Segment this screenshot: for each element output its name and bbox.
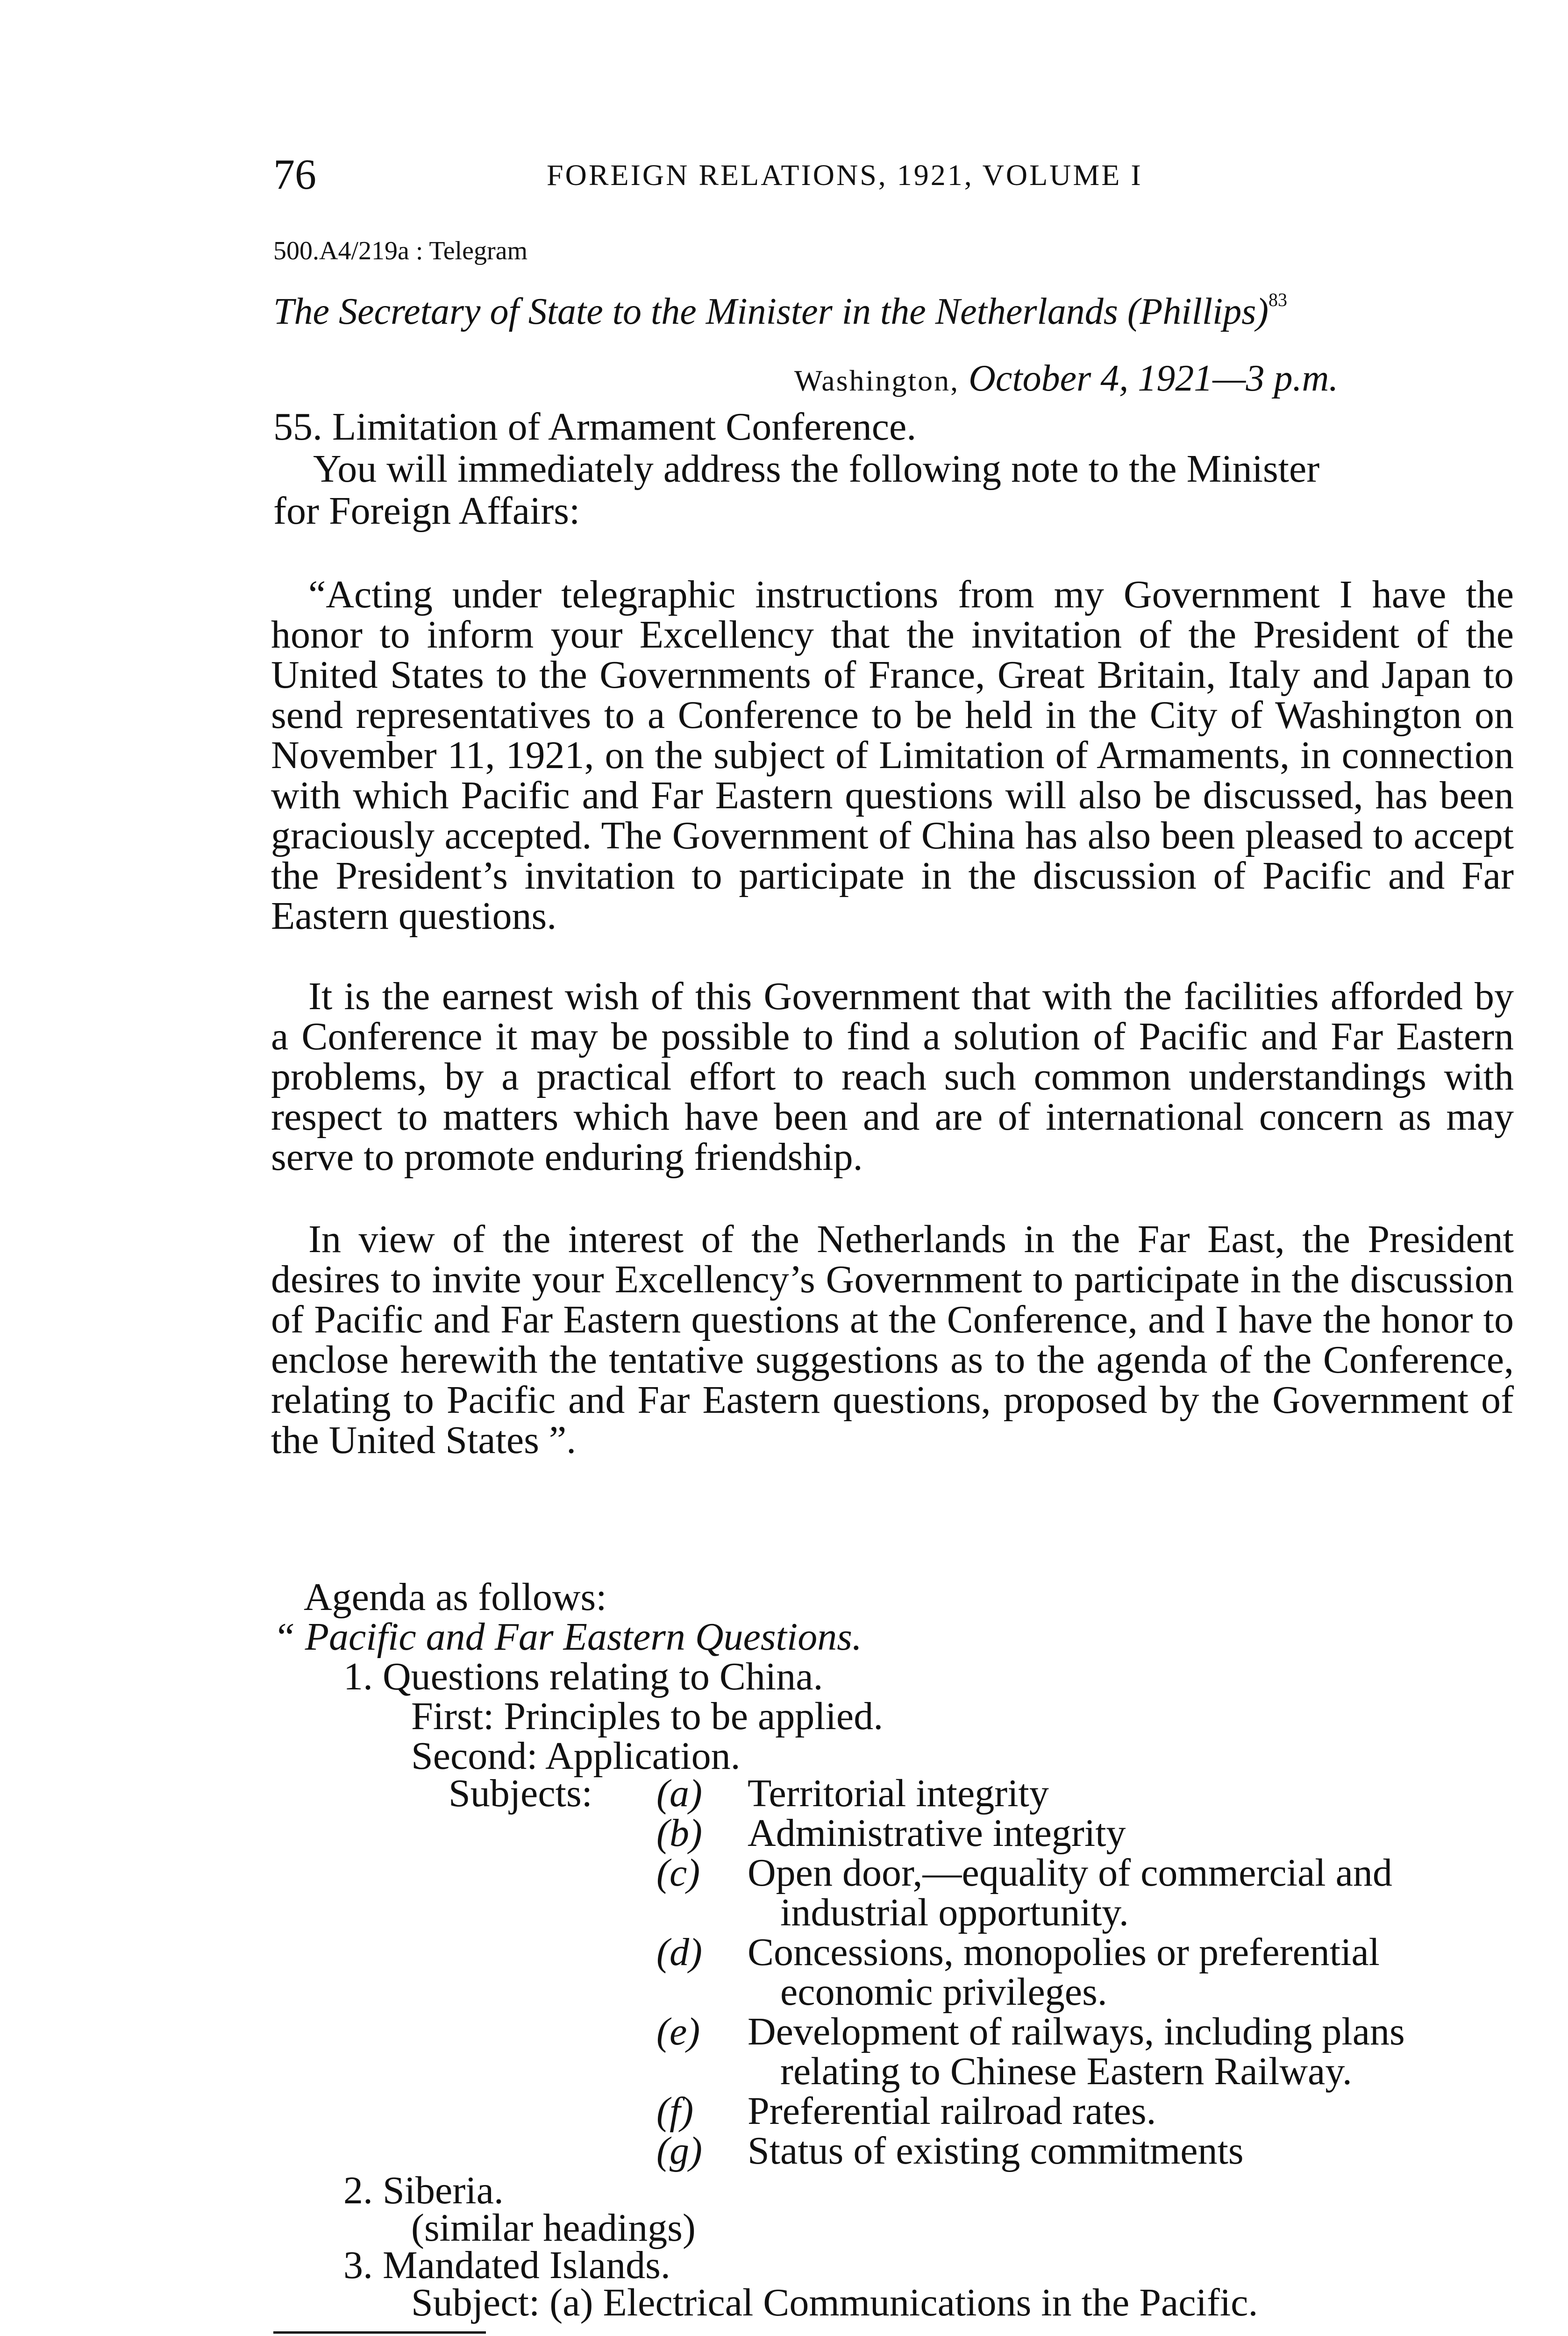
subject-text: Territorial integrity — [748, 1772, 1049, 1815]
agenda-item-2-note: (similar headings) — [411, 2206, 696, 2250]
subject-mark: (e) — [656, 2010, 700, 2053]
subject-mark: (f) — [656, 2089, 694, 2133]
footnote-divider — [273, 2331, 486, 2334]
subject-text: Preferential railroad rates. — [748, 2089, 1156, 2133]
agenda-item-2: 2. Siberia. — [343, 2169, 504, 2212]
note-paragraph-2 — [271, 976, 1514, 1177]
subjects-label: Subjects: — [449, 1772, 592, 1815]
dateline-date: October 4, 1921—3 p.m. — [969, 358, 1339, 399]
running-title: FOREIGN RELATIONS, 1921, VOLUME I — [547, 158, 1143, 192]
agenda-item-3-subject: Subject: (a) Electrical Communications in the Pacific. — [411, 2281, 1258, 2324]
subject-text: Open door,—equality of commercial and — [748, 1851, 1392, 1894]
intro-line-2: for Foreign Affairs: — [273, 489, 580, 533]
telegram-number-line: 55. Limitation of Armament Conference. — [273, 405, 917, 449]
page-number: 76 — [273, 150, 316, 198]
agenda-item-1: 1. Questions relating to China. — [343, 1655, 823, 1698]
subject-mark: (g) — [656, 2129, 702, 2172]
note-paragraph-3 — [271, 1219, 1514, 1460]
subject-mark: (d) — [656, 1930, 702, 1974]
note-paragraph-2-text: It is the earnest wish of this Government that with the facilities afforded by a Conference it may be possible to find a solution of Pacific and Far Eastern problems, by a practical effort to reach such common understandings with respect to matters which have been and are of international concern as may serve to promote enduring friendship. — [271, 975, 1514, 1179]
subject-text: Administrative integrity — [748, 1811, 1126, 1855]
subject-mark: (b) — [656, 1811, 702, 1855]
agenda-second: Second: Application. — [411, 1734, 741, 1778]
subject-mark: (c) — [656, 1851, 700, 1894]
subject-text: Development of railways, including plans — [748, 2010, 1405, 2053]
subject-continuation: industrial opportunity. — [780, 1891, 1129, 1934]
subject-continuation: economic privileges. — [780, 1970, 1107, 2014]
note-paragraph-3-text: In view of the interest of the Netherlands in the Far East, the President desires to invite your Excellency’s Government to participate in the discussion of Pacific and Far Eastern questions at the Conference, and I have the honor to enclose herewith the tentative suggestions as to the agenda of the Conference, relating to Pacific and Far Eastern questions, proposed by the Government of the United States ”. — [271, 1218, 1514, 1462]
subject-mark: (a) — [656, 1772, 702, 1815]
note-paragraph-1 — [271, 575, 1514, 936]
document-title-text: The Secretary of State to the Minister in the Netherlands (Phillips) — [273, 291, 1269, 332]
intro-line-1: You will immediately address the following note to the Minister — [313, 447, 1320, 491]
note-paragraph-1-text: “Acting under telegraphic instructions from my Government I have the honor to inform your Excellency that the invitation of the President of the United States to the Governments of France, Great Britain, Italy and Japan to send representatives to a Conference to be held in the City of Washington on November 11, 1921, on the subject of Limitation of Armaments, in connection with which Pacific and Far Eastern questions will also be discussed, has been graciously accepted. The Government of China has also been pleased to accept the President’s invitation to participate in the discussion of Pacific and Far Eastern questions. — [271, 573, 1514, 938]
subject-text: Concessions, monopolies or preferential — [748, 1930, 1380, 1974]
subject-text: Status of existing commitments — [748, 2129, 1244, 2172]
dateline-place: Washington, — [794, 364, 960, 397]
agenda-heading: Agenda as follows: — [304, 1575, 607, 1619]
footnote-reference-mark: 83 — [1269, 289, 1288, 310]
agenda-item-3: 3. Mandated Islands. — [343, 2243, 670, 2287]
document-title — [273, 289, 1287, 333]
file-reference: 500.A4/219a : Telegram — [273, 236, 528, 265]
agenda-first: First: Principles to be applied. — [411, 1695, 884, 1738]
dateline — [794, 357, 1338, 400]
subject-continuation: relating to Chinese Eastern Railway. — [780, 2050, 1352, 2093]
agenda-subheading: “ Pacific and Far Eastern Questions. — [273, 1615, 862, 1659]
